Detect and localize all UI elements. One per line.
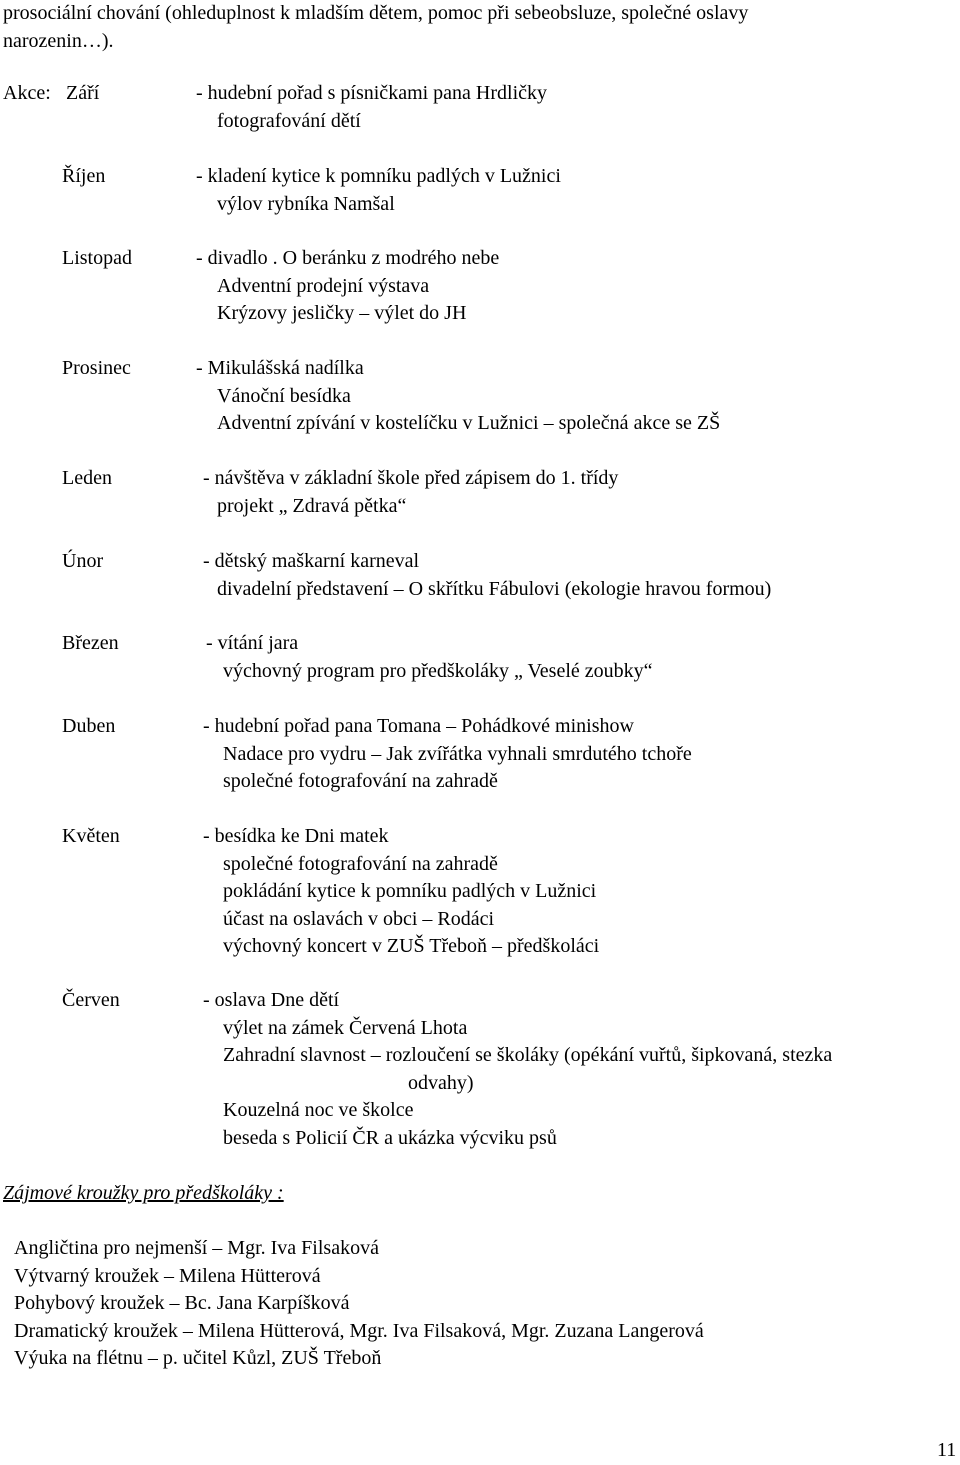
month-label: Říjen	[62, 165, 106, 187]
month-label: Listopad	[62, 247, 132, 269]
circles-list	[14, 1235, 704, 1373]
event-line: výchovný program pro předškoláky „ Veselé zoubky“	[223, 659, 653, 682]
event-line: společné fotografování na zahradě	[223, 852, 498, 875]
event-line: Zahradní slavnost – rozloučení se školáky (opékání vuřtů, šipkovaná, stezka	[223, 1044, 833, 1066]
event-line: výlov rybníka Namšal	[217, 192, 395, 215]
month-label: Prosinec	[62, 357, 131, 379]
event-list	[196, 245, 499, 328]
event-line: Nadace pro vydru – Jak zvířátka vyhnali smrdutého tchoře	[223, 742, 692, 765]
event-line: - hudební pořad s písničkami pana Hrdličky	[196, 82, 548, 104]
event-list	[203, 987, 832, 1152]
event-list	[196, 163, 561, 218]
event-list	[196, 80, 547, 135]
intro-line-2: narozenin…).	[3, 29, 114, 52]
circle-item: Výtvarný kroužek – Milena Hütterová	[14, 1264, 321, 1287]
event-line: divadelní představení – O skřítku Fábulovi (ekologie hravou formou)	[217, 577, 772, 600]
intro-paragraph	[3, 0, 953, 55]
month-label: Březen	[62, 632, 119, 654]
month-label: Únor	[62, 550, 104, 572]
event-list	[206, 630, 653, 685]
event-list	[196, 355, 720, 438]
event-line: společné fotografování na zahradě	[223, 770, 498, 792]
event-line: - návštěva v základní škole před zápisem do 1. třídy	[203, 467, 619, 489]
month-label: Květen	[62, 825, 120, 847]
event-line: účast na oslavách v obci – Rodáci	[223, 907, 495, 930]
circle-item: Pohybový kroužek – Bc. Jana Karpíšková	[14, 1292, 350, 1314]
month-label: Duben	[62, 715, 116, 737]
event-list	[203, 465, 618, 520]
circle-item: Dramatický kroužek – Milena Hütterová, Mgr. Iva Filsaková, Mgr. Zuzana Langerová	[14, 1319, 704, 1342]
month-label: Leden	[62, 467, 112, 489]
event-line: - oslava Dne dětí	[203, 989, 340, 1011]
event-line: odvahy)	[408, 1071, 474, 1094]
event-line: - besídka ke Dni matek	[203, 825, 389, 847]
circle-item: Výuka na flétnu – p. učitel Kůzl, ZUŠ Třeboň	[14, 1347, 382, 1369]
event-line: - Mikulášská nadílka	[196, 357, 364, 379]
month-label: Červen	[62, 989, 120, 1011]
event-line: - hudební pořad pana Tomana – Pohádkové minishow	[203, 715, 634, 737]
event-line: - dětský maškarní karneval	[203, 550, 420, 572]
akce-label: Akce:	[3, 82, 51, 104]
intro-line-1: prosociální chování (ohleduplnost k mladším dětem, pomoc při sebeobsluze, společné oslavy	[3, 2, 749, 24]
event-line: pokládání kytice k pomníku padlých v Lužnici	[223, 880, 597, 902]
event-list	[203, 548, 771, 603]
event-line: Adventní prodejní výstava	[217, 274, 430, 297]
event-line: Kouzelná noc ve školce	[223, 1099, 414, 1121]
circle-item: Angličtina pro nejmenší – Mgr. Iva Filsaková	[14, 1237, 379, 1259]
event-line: - divadlo . O beránku z modrého nebe	[196, 247, 500, 269]
event-line: fotografování dětí	[217, 109, 361, 132]
event-line: Adventní zpívání v kostelíčku v Lužnici – společná akce se ZŠ	[217, 412, 721, 434]
event-line: - vítání jara	[206, 632, 299, 654]
circles-heading: Zájmové kroužky pro předškoláky :	[3, 1182, 284, 1204]
event-line: - kladení kytice k pomníku padlých v Lužnici	[196, 165, 561, 187]
page-number: 11	[937, 1439, 957, 1461]
event-list	[203, 713, 692, 796]
event-line: Krýzovy jesličky – výlet do JH	[217, 302, 467, 324]
event-line: výlet na zámek Červená Lhota	[223, 1016, 468, 1039]
month-label: Září	[66, 82, 100, 104]
event-line: projekt „ Zdravá pětka“	[217, 494, 407, 517]
event-line: Vánoční besídka	[217, 384, 351, 407]
event-list	[203, 823, 599, 961]
event-line: beseda s Policií ČR a ukázka výcviku psů	[223, 1126, 557, 1149]
event-line: výchovný koncert v ZUŠ Třeboň – předškoláci	[223, 935, 600, 957]
